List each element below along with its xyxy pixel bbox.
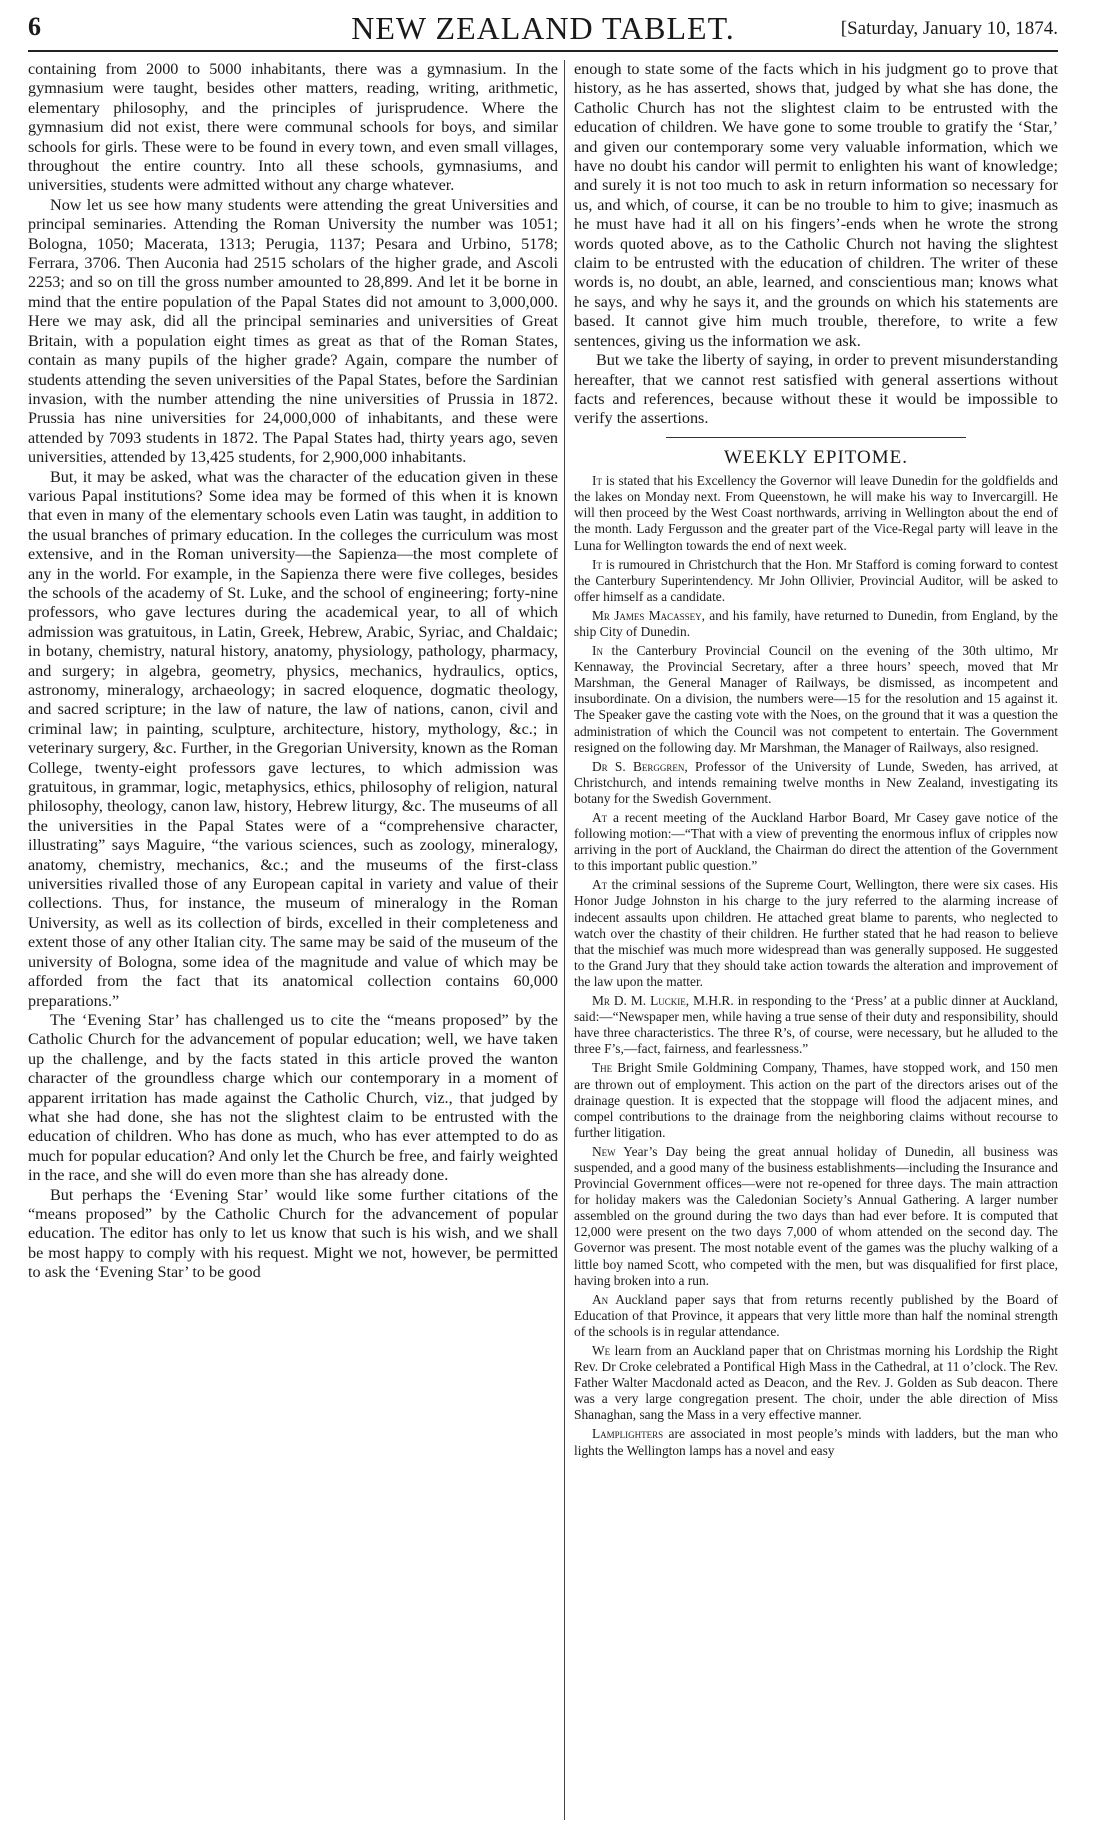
epitome-item bbox=[574, 643, 1058, 756]
weekly-epitome bbox=[574, 473, 1058, 1459]
article-paragraph: But, it may be asked, what was the character of the education given in these various Papal institutions? Some idea may be formed of this when it is known that even in many of the elementary schools even Latin was taught, in addition to the usual branches of primary education. In the colleges the curriculum was most extensive, and in the Roman university—the Sapienza—the most complete of any in the world. For example, in the Sapienza there were five colleges, besides the schools of the academy of St. Luke, and the school of engineering; forty-nine professors, who gave lectures during the academical year, to all of which admission was gratuitous, in Latin, Greek, Hebrew, Arabic, Syriac, and Chaldaic; in botany, chemistry, natural history, anatomy, physiology, pathology, pharmacy, and surgery; in algebra, geometry, physics, mechanics, hydraulics, optics, astronomy, mineralogy, archaeology; in sacred eloquence, dogmatic theology, and sacred scripture; in the law of nature, the law of nations, canon, civil and criminal law; in painting, sculpture, architecture, history, mythology, &c.; in veterinary surgery, &c. Further, in the Gregorian University, known as the Roman College, twenty-eight professors gave lectures, to which admission was gratuitous, in grammar, logic, metaphysics, ethics, philosophy of religion, natural philosophy, theology, canon law, history, Hebrew liturgy, &c. The museums of all the universities in the Papal States were of a “comprehensive character, illustrating” says Maguire, “the various sciences, such as zoology, mineralogy, anatomy, chemistry, mechanics, &c.; and the museums of the first-class universities rivalled those of any European capital in variety and value of their collections. Thus, for instance, the museum of mineralogy in the Roman University, as well as its collection of birds, excelled in their completeness and extent those of any other Italian city. The same may be said of the museum of the university of Bologna, some idea of the magnitude and value of which may be afforded from the fact that its anatomical collection contains 60,000 preparations.” bbox=[28, 467, 558, 1010]
epitome-item-text: Professor of the University of Lunde, Sweden, has arrived, at Christchurch, and intends remaining twelve months in New Zealand, investigating its botany for the Swedish Government. bbox=[574, 758, 1058, 806]
newspaper-title: NEW ZEALAND TABLET. bbox=[351, 10, 735, 46]
epitome-item-text: Bright Smile Goldmining Company, Thames, have stopped work, and 150 men are thrown out of employment. This action on the part of the directors arises out of the drainage question. It is expected that the stoppage will flood the adjacent mines, and compel contributions to the drainage from the neighboring claims without recourse to further litigation. bbox=[574, 1060, 1058, 1140]
header-rule bbox=[28, 50, 1058, 52]
masthead bbox=[28, 10, 1058, 50]
epitome-item bbox=[574, 810, 1058, 874]
left-column bbox=[28, 60, 558, 1820]
epitome-item bbox=[574, 877, 1058, 990]
epitome-item bbox=[574, 473, 1058, 553]
epitome-item-lead: It bbox=[592, 473, 602, 489]
epitome-item-text: the criminal sessions of the Supreme Court, Wellington, there were six cases. His Honor Judge Johnston in his charge to the jury referred to the alarming increase of indecent assaults upon children. He attached great blame to parents, who neglected to watch over the chastity of their children. He further stated that he had reason to believe that the mischief was much more widespread than was generally supposed. He suggested to the Grand Jury that they should take action towards the alteration and improvement of the law upon the matter. bbox=[574, 877, 1058, 989]
article-paragraph: Now let us see how many students were attending the great Universities and principal seminaries. Attending the Roman University the number was 1051; Bologna, 1050; Macerata, 1313; Perugia, 1137; Pesara and Urbino, 5178; Ferrara, 3706. Then Auconia had 2515 scholars of the higher grade, and Ascoli 2253; and so on till the gross number amounted to 28,899. And let it be borne in mind that the entire population of the Papal States did not amount to 3,000,000. Here we may ask, did all the principal seminaries and universities of Great Britain, with a population eight times as great as that of the Roman States, contain as many pupils of the higher grade? Again, compare the number of students attending the seven universities of the Papal States, before the Sardinian invasion, with the number attending the nine universities of Prussia in 1872. Prussia has nine universities for 24,000,000 of inhabitants, and these were attended by 7093 students in 1872. The Papal States had, thirty years ago, seven universities, attended by 13,425 students, for 2,900,000 inhabitants. bbox=[28, 195, 558, 467]
epitome-item-lead: An bbox=[592, 1291, 609, 1307]
epitome-item bbox=[574, 1144, 1058, 1289]
epitome-item-text: a recent meeting of the Auckland Harbor Board, Mr Casey gave notice of the following motion:—“That with a view of preventing the enormous influx of cripples now arriving in the port of Auckland, the Chairman do direct the attention of the Government to this important public question.” bbox=[574, 810, 1058, 874]
epitome-item-text: Year’s Day being the great annual holiday of Dunedin, all business was suspended, and a good many of the business establishments—including the Insurance and Provincial Government offices—were not re-opened for three days. The main attraction for holiday makers was the Caledonian Society’s Annual Gathering. A larger number assembled on the ground during the two days than had ever before. It is computed that 12,000 were present on the two days 7,000 of whom attended on the second day. The Governor was present. The most notable event of the games was the pluchy walking of a little boy named Scott, who competed with the men, but was disqualified for first place, having broken into a run. bbox=[574, 1143, 1058, 1288]
epitome-item bbox=[574, 1060, 1058, 1140]
epitome-item-text: and his family, have returned to Dunedin, from England, by the ship City of Dunedin. bbox=[574, 607, 1058, 639]
epitome-item-text: M.H.R. in responding to the ‘Press’ at a public dinner at Auckland, said:—“Newspaper men, while having a true sense of their duty and responsibility, should have three characteristics. The three R’s, of course, were necessary, but he alluded to the three F’s,—fact, fairness, and fearlessness.” bbox=[574, 993, 1058, 1057]
column-divider bbox=[564, 60, 565, 1820]
epitome-item-lead: New bbox=[592, 1143, 616, 1159]
epitome-item-lead: Mr James Macassey, bbox=[592, 607, 705, 623]
epitome-item-lead: In bbox=[592, 643, 603, 659]
epitome-item-text: Auckland paper says that from returns recently published by the Board of Education of that Province, it appears that very little more than half the nominal strength of the schools is in regular attendance. bbox=[574, 1291, 1058, 1339]
epitome-item-lead: Lamplighters bbox=[592, 1426, 664, 1442]
article-paragraph: containing from 2000 to 5000 inhabitants, there was a gymnasium. In the gymnasium were taught, besides other matters, reading, writing, arithmetic, elementary philosophy, and the principles of jurisprudence. Where the gymnasium did not exist, there were communal schools for boys, and similar schools for girls. These were to be found in every town, and even small villages, throughout the entire country. Into all these schools, gymnasiums, and universities, students were admitted without any charge whatever. bbox=[28, 60, 558, 195]
epitome-item-lead: At bbox=[592, 877, 608, 893]
epitome-item bbox=[574, 1343, 1058, 1423]
epitome-item-lead: The bbox=[592, 1060, 613, 1076]
page-number: 6 bbox=[28, 12, 41, 41]
epitome-item-text: learn from an Auckland paper that on Christmas morning his Lordship the Right Rev. Dr Croke celebrated a Pontifical High Mass in the Cathedral, at 11 o’clock. The Rev. Father Walter Macdonald acted as Deacon, and the Rev. J. Golden as Sub deacon. There was a very large congregation present. The choir, under the able direction of Miss Shanaghan, sang the Mass in a very effective manner. bbox=[574, 1343, 1058, 1423]
article-paragraph: But perhaps the ‘Evening Star’ would like some further citations of the “means proposed” by the Catholic Church for the advancement of popular education. The editor has only to let us know that such is his wish, and we shall be most happy to comply with his request. Might we not, however, be permitted to ask the ‘Evening Star’ to be good bbox=[28, 1185, 558, 1282]
epitome-item-text: are associated in most people’s minds with ladders, but the man who lights the Wellington lamps has a novel and easy bbox=[574, 1426, 1058, 1458]
article-paragraph: enough to state some of the facts which in his judgment go to prove that history, as he has asserted, shows that, judged by what she has done, the Catholic Church has not the slightest claim to be entrusted with the education of children. We have gone to some trouble to gratify the ‘Star,’ and given our contemporary some very valuable information, which we have no doubt his candor will permit to enlighten his want of knowledge; and surely it is not too much to ask in return information so necessary for us, and which, of course, it can be no trouble to him to give; inasmuch as he must have had it all on his fingers’-ends when he wrote the strong words quoted above, as to the Catholic Church not having the slightest claim to be entrusted with the education of children. The writer of these words is, no doubt, an able, learned, and conscientious man; knows what he says, and why he says it, and the grounds on which his statements are based. It cannot give him much trouble, therefore, to write a few sentences, giving us the information we ask. bbox=[574, 60, 1058, 350]
epitome-item-text: is rumoured in Christchurch that the Hon. Mr Stafford is coming forward to contest the Canterbury Superintendency. Mr John Ollivier, Provincial Auditor, will be asked to offer himself as a candidate. bbox=[574, 556, 1058, 604]
epitome-item bbox=[574, 608, 1058, 640]
epitome-item-text: is stated that his Excellency the Governor will leave Dunedin for the goldfields and the lakes on Monday next. From Queenstown, he will make his way to Invercargill. He will then proceed by the West Coast northwards, arriving in Wellington about the end of the month. Lady Fergusson and the greater part of the Vice-Regal party will leave in the Luna for Wellington towards the end of next week. bbox=[574, 473, 1058, 553]
section-rule bbox=[666, 437, 966, 438]
epitome-item-lead: Dr S. Berggren, bbox=[592, 758, 688, 774]
right-column bbox=[574, 60, 1058, 1820]
epitome-item bbox=[574, 759, 1058, 807]
issue-date: [Saturday, January 10, 1874. bbox=[840, 18, 1058, 39]
epitome-item bbox=[574, 557, 1058, 605]
epitome-item-lead: Mr D. M. Luckie, bbox=[592, 993, 690, 1009]
weekly-epitome-heading: WEEKLY EPITOME. bbox=[723, 446, 909, 468]
epitome-item-lead: At bbox=[592, 810, 608, 825]
epitome-item bbox=[574, 1426, 1058, 1458]
epitome-item bbox=[574, 1292, 1058, 1340]
epitome-item bbox=[574, 993, 1058, 1057]
article-paragraph: The ‘Evening Star’ has challenged us to cite the “means proposed” by the Catholic Church for the advancement of popular education; well, we have taken up the challenge, and by the facts stated in this article proved the wanton character of the groundless charge which our contemporary in a moment of apparent irritation has made against the Catholic Church, viz., that judged by what she had done, she has not the slightest claim to be entrusted with the education of children. Who has done as much, who has ever attempted to do as much for popular education? And only let the Church be free, and fairly weighted in the race, and she will do even more than she has already done. bbox=[28, 1010, 558, 1185]
epitome-item-lead: We bbox=[592, 1343, 611, 1358]
epitome-item-text: the Canterbury Provincial Council on the evening of the 30th ultimo, Mr Kennaway, the Provincial Secretary, after a three hours’ speech, moved that Mr Marshman, the General Manager of Railways, be dismissed, as incompetent and insubordinate. On a division, the numbers were—15 for the resolution and 15 against it. The Speaker gave the casting vote with the Noes, on the ground that it was a question the administration of which the Council was not competent to entertain. The Government resigned on the following day. Mr Marshman, the Manager of Railways, also resigned. bbox=[574, 643, 1058, 755]
epitome-item-lead: It bbox=[592, 556, 602, 572]
article-paragraph: But we take the liberty of saying, in order to prevent misunderstanding hereafter, that we cannot rest satisfied with general assertions without facts and references, because without these it would be impossible to verify the assertions. bbox=[574, 351, 1058, 428]
